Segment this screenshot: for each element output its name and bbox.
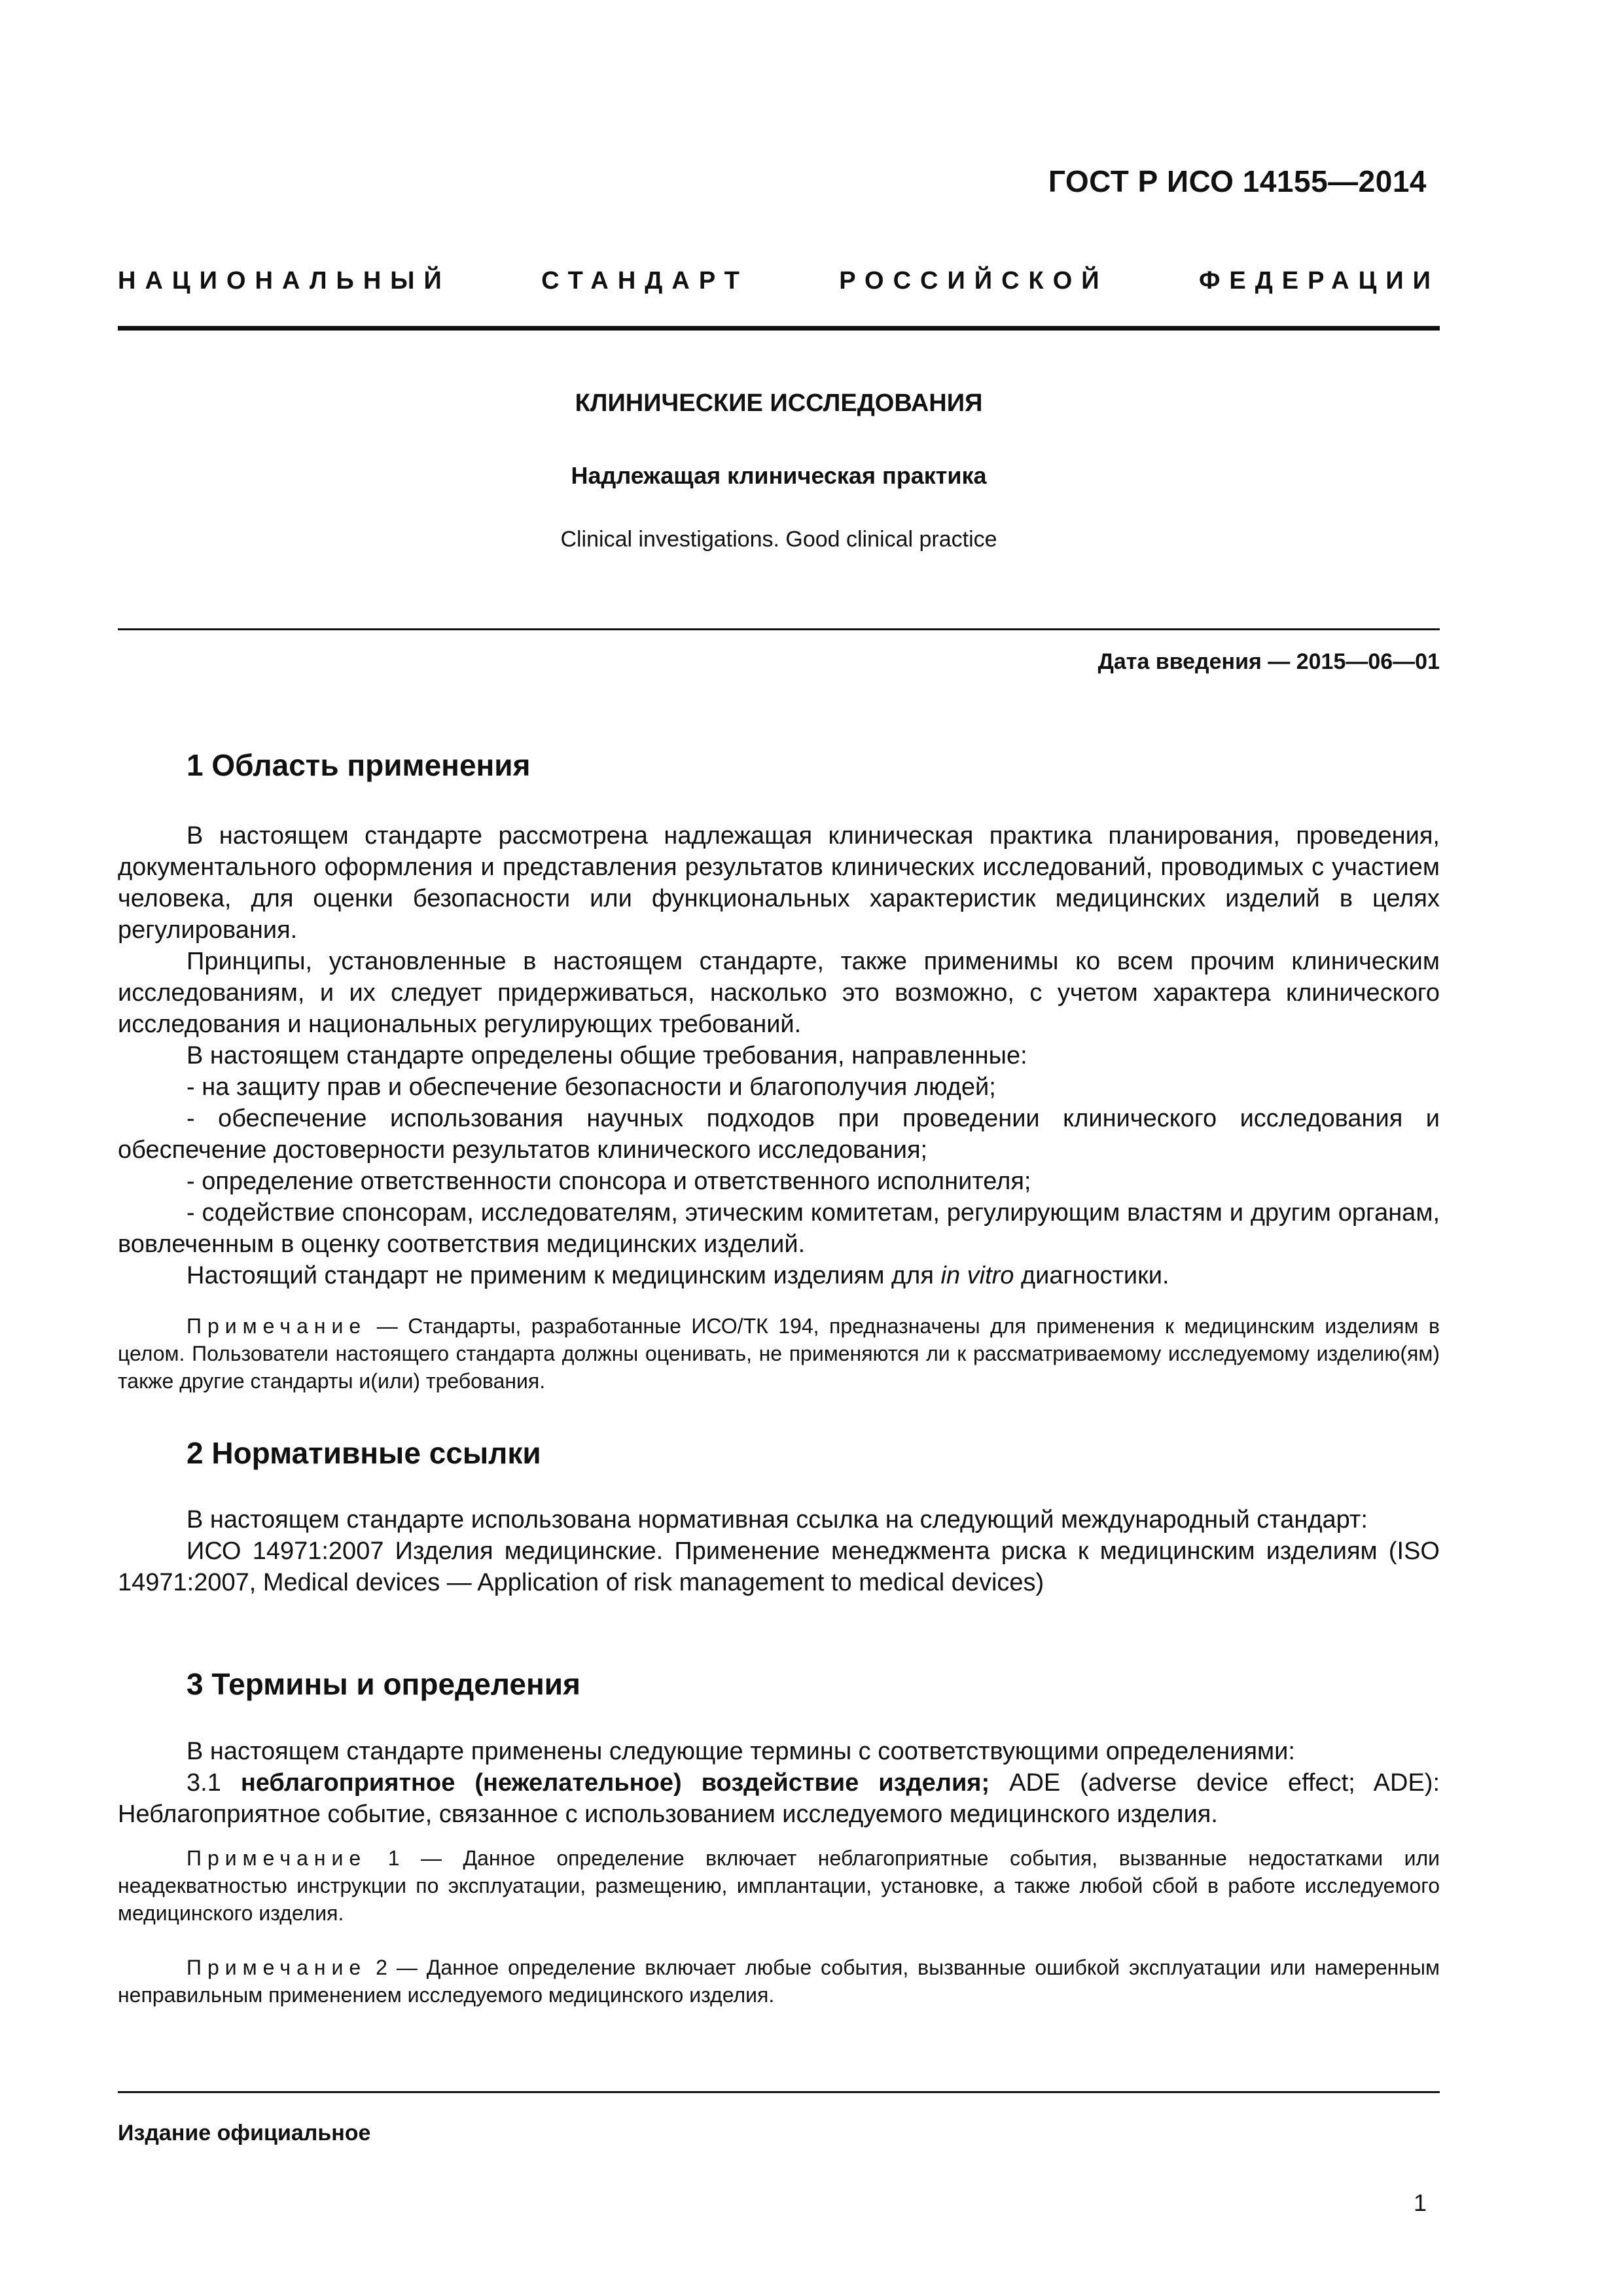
- term-definition: 3.1 неблагоприятное (нежелательное) воздействие изделия; ADE (adverse device effect; ADE): Неблагоприятное событие, связанное с использованием исследуемого медицинского изделия.: [118, 1769, 1440, 1828]
- section-1-note: [118, 1312, 1440, 1395]
- national-word-1: НАЦИОНАЛЬНЫЙ: [118, 267, 451, 295]
- section-3-body: [118, 1736, 1440, 1830]
- document-title: КЛИНИЧЕСКИЕ ИССЛЕДОВАНИЯ: [575, 389, 983, 417]
- list-item: - на защиту прав и обеспечение безопасности и благополучия людей;: [187, 1073, 996, 1101]
- paragraph: Принципы, установленные в настоящем стандарте, также применимы ко всем прочим клиническим исследованиям, и их следует придерживаться, насколько это возможно, с учетом характера клинического исследования и национальных регулирующих требований.: [118, 948, 1440, 1038]
- header-rule: [118, 326, 1440, 331]
- paragraph: В настоящем стандарте использована нормативная ссылка на следующий международный стандарт:: [187, 1506, 1368, 1534]
- national-word-2: СТАНДАРТ: [541, 267, 749, 295]
- note-label: Примечание: [187, 1956, 367, 1979]
- gost-number: ГОСТ Р ИСО 14155—2014: [1048, 164, 1427, 198]
- note-label: Примечание: [187, 1314, 367, 1338]
- paragraph: Настоящий стандарт не применим к медицинским изделиям для in vitro диагностики.: [187, 1262, 1169, 1289]
- italic-term: in vitro: [940, 1262, 1014, 1289]
- section-2-body: [118, 1504, 1440, 1598]
- note-text: 2 — Данное определение включает любые события, вызванные ошибкой эксплуатации или намеренным неправильным применением исследуемого медицинского изделия.: [118, 1956, 1440, 2007]
- national-standard-heading: [118, 267, 1440, 295]
- list-item: - определение ответственности спонсора и ответственного исполнителя;: [187, 1168, 1031, 1195]
- national-word-3: РОССИЙСКОЙ: [839, 267, 1109, 295]
- term-name: неблагоприятное (нежелательное) воздействие изделия;: [240, 1769, 990, 1797]
- list-item: - содействие спонсорам, исследователям, этическим комитетам, регулирующим властям и другим органам, вовлеченным в оценку соответствия медицинских изделий.: [118, 1199, 1440, 1258]
- section-1-heading: 1 Область применения: [187, 748, 531, 782]
- note-text: — Стандарты, разработанные ИСО/ТК 194, предназначены для применения к медицинским изделиям в целом. Пользователи настоящего стандарта должны оценивать, не применяются ли к рассматриваемому исследуемому изделию(ям) также другие стандарты и(или) требования.: [118, 1314, 1440, 1393]
- introduction-date: Дата введения — 2015—06—01: [1097, 649, 1440, 674]
- national-word-4: ФЕДЕРАЦИИ: [1198, 267, 1440, 295]
- section-1-body: [118, 820, 1440, 1291]
- section-2-heading: 2 Нормативные ссылки: [187, 1436, 541, 1470]
- paragraph: В настоящем стандарте определены общие требования, направленные:: [187, 1042, 1027, 1069]
- page-number: 1: [1413, 2189, 1427, 2216]
- title-rule: [118, 628, 1440, 630]
- note-text: 1 — Данное определение включает неблагоприятные события, вызванные недостатками или неадекватностью инструкции по эксплуатации, размещению, имплантации, установке, а также любой сбой в работе исследуемого медицинского изделия.: [118, 1846, 1440, 1925]
- english-title: Clinical investigations. Good clinical practice: [560, 527, 997, 552]
- list-item: - обеспечение использования научных подходов при проведении клинического исследования и обеспечение достоверности результатов клинического исследования;: [118, 1105, 1440, 1164]
- footer-rule: [118, 2091, 1440, 2093]
- section-3-heading: 3 Термины и определения: [187, 1667, 580, 1701]
- official-edition-label: Издание официальное: [118, 2121, 371, 2145]
- paragraph: ИСО 14971:2007 Изделия медицинские. Применение менеджмента риска к медицинским изделиям (ISO 14971:2007, Medical devices — Application of risk management to medical devices): [118, 1537, 1440, 1596]
- section-3-note-2: [118, 1954, 1440, 2009]
- section-3-note-1: [118, 1844, 1440, 1927]
- paragraph: В настоящем стандарте применены следующие термины с соответствующими определениями:: [187, 1738, 1295, 1765]
- note-label: Примечание: [187, 1846, 367, 1870]
- paragraph: В настоящем стандарте рассмотрена надлежащая клиническая практика планирования, проведения, документального оформления и представления результатов клинических исследований, проводимых с участием человека, для оценки безопасности или функциональных характеристик медицинских изделий в целях регулирования.: [118, 822, 1440, 944]
- document-subtitle: Надлежащая клиническая практика: [571, 462, 987, 489]
